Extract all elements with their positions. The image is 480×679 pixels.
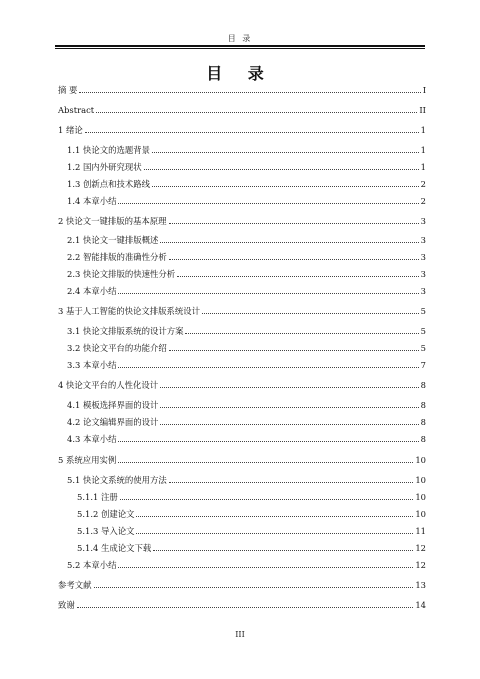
toc-entry[interactable]: 3.2 快论文平台的功能介绍 5 (67, 343, 426, 353)
toc-entry[interactable]: 2.1 快论文一键排版概述 3 (67, 235, 426, 245)
toc-entry[interactable]: 4.1 模板选择界面的设计 8 (67, 400, 426, 410)
running-header: 目 录 (227, 34, 253, 43)
toc-entry[interactable]: 致谢 14 (58, 600, 426, 610)
toc-entry[interactable]: 4 快论文平台的人性化设计 8 (58, 380, 426, 390)
toc-entry[interactable]: 5 系统应用实例 10 (58, 455, 426, 465)
toc-entry[interactable]: 3 基于人工智能的快论文排版系统设计 5 (58, 306, 426, 316)
toc-entry[interactable]: 4.2 论文编辑界面的设计 8 (67, 417, 426, 427)
toc-entry[interactable]: 2 快论文一键排版的基本原理 3 (58, 216, 426, 226)
toc-entry[interactable]: 1.3 创新点和技术路线 2 (67, 179, 426, 189)
toc-entry[interactable]: 1.1 快论文的选题背景 1 (67, 145, 426, 155)
toc-entry[interactable]: 5.1.1 注册 10 (77, 492, 426, 502)
toc-entry[interactable]: 5.1.2 创建论文 10 (77, 509, 426, 519)
page-number: III (235, 630, 245, 639)
toc-entry[interactable]: 5.1 快论文系统的使用方法 10 (67, 475, 426, 485)
toc-entry[interactable]: 3.3 本章小结 7 (67, 360, 426, 370)
toc-entry[interactable]: 2.2 智能排版的准确性分析 3 (67, 252, 426, 262)
toc-entry[interactable]: 1.4 本章小结 2 (67, 196, 426, 206)
toc-entry[interactable]: 参考文献 13 (58, 580, 426, 590)
toc-entry[interactable]: Abstract II (58, 105, 426, 115)
toc-entry[interactable]: 1 绪论 1 (58, 125, 426, 135)
toc-entry[interactable]: 2.4 本章小结 3 (67, 286, 426, 296)
toc-entry[interactable]: 2.3 快论文排版的快速性分析 3 (67, 269, 426, 279)
toc-entry[interactable]: 3.1 快论文排版系统的设计方案 5 (67, 326, 426, 336)
toc-entry[interactable]: 摘 要 I (58, 85, 426, 95)
toc-entry[interactable]: 1.2 国内外研究现状 1 (67, 162, 426, 172)
toc-entry[interactable]: 4.3 本章小结 8 (67, 434, 426, 444)
toc-entry[interactable]: 5.2 本章小结 12 (67, 560, 426, 570)
toc-entry[interactable]: 5.1.4 生成论文下载 12 (77, 543, 426, 553)
toc-entry[interactable]: 5.1.3 导入论文 11 (77, 526, 426, 536)
page-title: 目 录 (206, 64, 274, 83)
